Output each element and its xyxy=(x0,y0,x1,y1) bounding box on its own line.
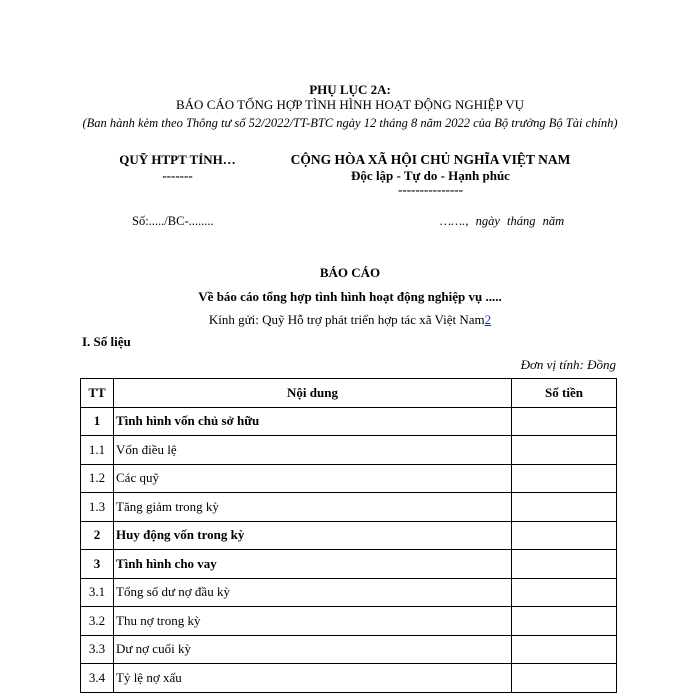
row-content: Tổng số dư nợ đầu kỳ xyxy=(114,578,512,607)
row-content: Tỷ lệ nợ xấu xyxy=(114,664,512,693)
table-row xyxy=(81,407,617,436)
country-name: CỘNG HÒA XÃ HỘI CHỦ NGHĨA VIỆT NAM xyxy=(290,152,571,167)
row-number: 3.1 xyxy=(81,578,114,607)
header-content: Nội dung xyxy=(114,379,512,408)
table-header-row xyxy=(81,379,617,408)
table-row xyxy=(81,436,617,465)
row-number: 2 xyxy=(81,521,114,550)
data-table xyxy=(80,378,617,693)
row-number: 3.4 xyxy=(81,664,114,693)
row-content: Dư nợ cuối kỳ xyxy=(114,635,512,664)
document-number: Số:...../BC-........ xyxy=(132,214,214,228)
row-amount xyxy=(512,436,617,465)
row-content: Các quỹ xyxy=(114,464,512,493)
row-amount xyxy=(512,521,617,550)
table-row xyxy=(81,664,617,693)
section-title: I. Số liệu xyxy=(82,334,131,349)
report-subject: Về báo cáo tổng hợp tình hình hoạt động nghiệp vụ ..... xyxy=(198,289,502,304)
header-tt: TT xyxy=(81,379,114,408)
row-content: Thu nợ trong kỳ xyxy=(114,607,512,636)
table-row xyxy=(81,635,617,664)
row-amount xyxy=(512,407,617,436)
recipient-line xyxy=(0,312,700,328)
row-amount xyxy=(512,664,617,693)
org-name: QUỸ HTPT TỈNH… xyxy=(119,152,236,167)
unit-label: Đơn vị tính: Đồng xyxy=(520,357,616,372)
row-amount xyxy=(512,578,617,607)
document-date: ……., ngày tháng năm xyxy=(440,214,565,228)
row-number: 3.2 xyxy=(81,607,114,636)
recipient-text: Kính gửi: Quỹ Hỗ trợ phát triển hợp tác xã Việt Nam xyxy=(208,312,485,327)
table-row xyxy=(81,521,617,550)
header-amount: Số tiền xyxy=(512,379,617,408)
row-amount xyxy=(512,607,617,636)
table-body xyxy=(81,407,617,692)
table-row xyxy=(81,607,617,636)
row-content: Tình hình vốn chủ sở hữu xyxy=(114,407,512,436)
row-amount xyxy=(512,464,617,493)
row-amount xyxy=(512,635,617,664)
table-row xyxy=(81,464,617,493)
org-divider: ------- xyxy=(162,168,193,183)
row-number: 3 xyxy=(81,550,114,579)
row-amount xyxy=(512,493,617,522)
table-row xyxy=(81,550,617,579)
report-title: BÁO CÁO xyxy=(319,265,381,280)
row-number: 1.1 xyxy=(81,436,114,465)
row-number: 3.3 xyxy=(81,635,114,664)
row-content: Tình hình cho vay xyxy=(114,550,512,579)
motto-divider: --------------- xyxy=(398,182,463,197)
row-number: 1 xyxy=(81,407,114,436)
row-content: Vốn điều lệ xyxy=(114,436,512,465)
appendix-title: PHỤ LỤC 2A: xyxy=(309,82,391,97)
footnote-link[interactable]: 2 xyxy=(484,312,492,327)
report-heading: BÁO CÁO TỔNG HỢP TÌNH HÌNH HOẠT ĐỘNG NGHIỆP VỤ xyxy=(176,97,524,112)
row-amount xyxy=(512,550,617,579)
table-row xyxy=(81,493,617,522)
issued-note: (Ban hành kèm theo Thông tư số 52/2022/TT-BTC ngày 12 tháng 8 năm 2022 của Bộ trưởng Bộ Tài chính) xyxy=(82,116,618,130)
row-number: 1.2 xyxy=(81,464,114,493)
row-content: Huy động vốn trong kỳ xyxy=(114,521,512,550)
national-motto: Độc lập - Tự do - Hạnh phúc xyxy=(351,168,510,183)
table-row xyxy=(81,578,617,607)
row-content: Tăng giảm trong kỳ xyxy=(114,493,512,522)
row-number: 1.3 xyxy=(81,493,114,522)
